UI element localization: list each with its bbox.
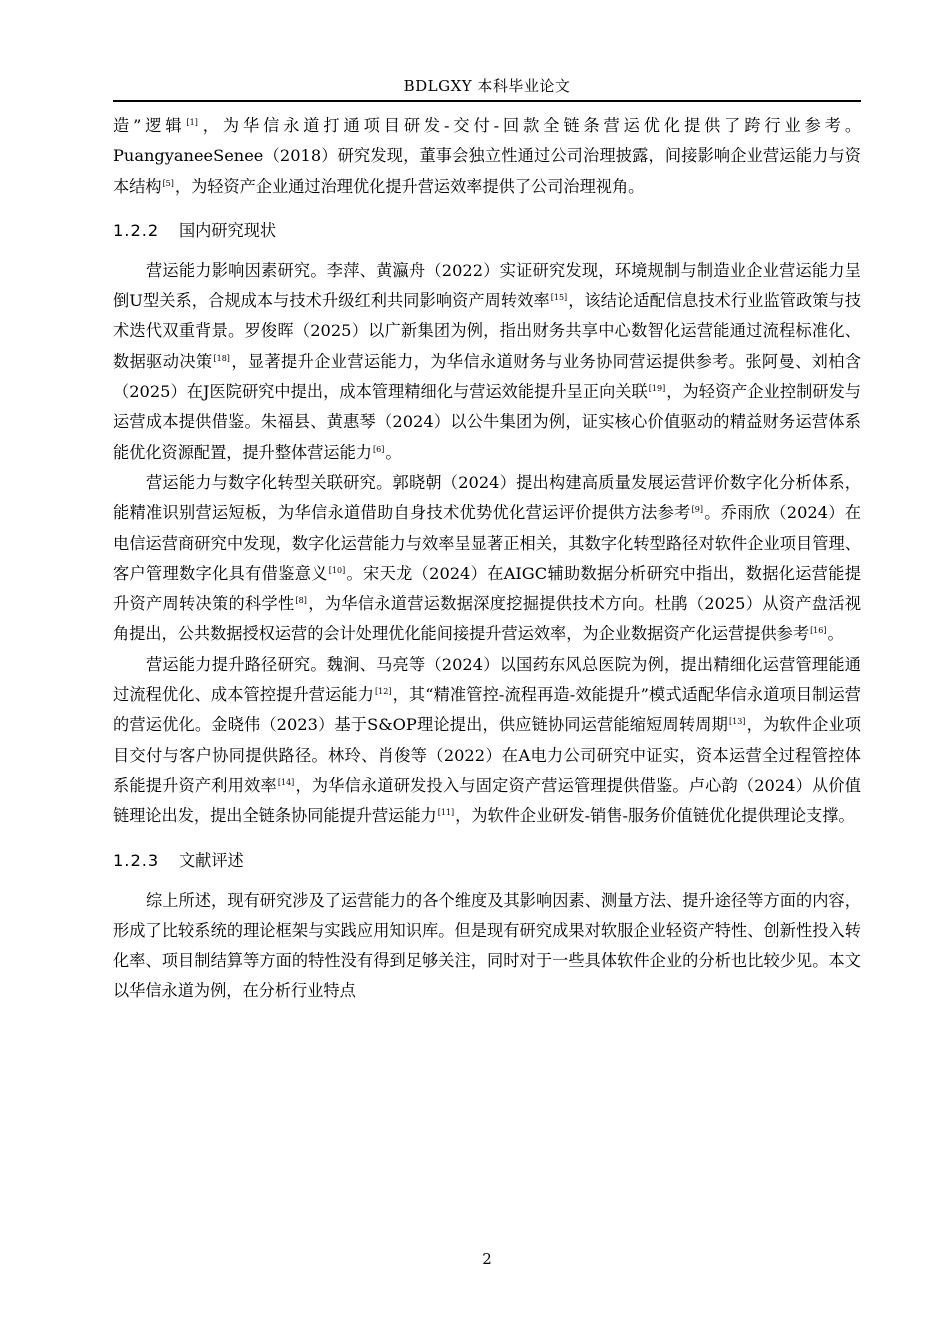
text-run: 综上所述，现有研究涉及了运营能力的各个维度及其影响因素、测量方法、提升途径等方面的内容，形成了比较系统的理论框架与实践应用知识库。但是现有研究成果对软服企业轻资产特性、创新性投入转化率、项目制结算等方面的特性没有得到足够关注，同时对于一些具体软件企业的分析也比较少见。本文以华信永道为例，在分析行业特点 <box>113 890 861 1001</box>
section-number: 1.2.3 <box>113 850 160 870</box>
citation: [1] <box>186 118 198 127</box>
text-run: ，为软件企业研发-销售-服务价值链优化提供理论支撑。 <box>455 806 855 826</box>
paragraph-digital-transformation <box>113 468 861 650</box>
text-run: ，为华信永道营运数据深度挖掘提供技术方向。杜鹃（2025）从资产盘活视角提出，公共数据授权运营的会计处理优化能间接提升营运效率，为企业数据资产化运营提供参考 <box>113 594 862 644</box>
citation: [13] <box>729 717 746 727</box>
text-run: 营运能力提升路径研究。魏涧、马亮等（2024）以国药东风总医院为例，提出精细化运营管理能通过流程优化、成本管控提升营运能力 <box>113 654 861 705</box>
text-run: 。 <box>827 624 844 644</box>
text-run: 。 <box>385 442 402 462</box>
citation: [10] <box>328 565 346 575</box>
citation: [14] <box>277 777 295 787</box>
text-run: ，为华信永道研发投入与固定资产营运管理提供借鉴。卢心韵（2024）从价值链理论出发，提出全链条协同能提升营运能力 <box>113 775 861 826</box>
citation: [12] <box>375 687 392 697</box>
text-run: ，为轻资产企业控制研发与运营成本提供借鉴。朱福县、黄惠琴（2024）以公牛集团为例，证实核心价值驱动的精益财务运营体系能优化资源配置，提升整体营运能力 <box>113 382 862 462</box>
paragraph-improvement-paths <box>113 650 861 832</box>
citation: [19] <box>648 384 666 394</box>
section-title: 国内研究现状 <box>179 220 277 240</box>
text-run: ，显著提升企业营运能力，为华信永道财务与业务协同营运提供参考。张阿曼、刘柏含（2025）在J医院研究中提出，成本管理精细化与营运效能提升呈正向关联 <box>113 351 862 402</box>
citation: [11] <box>437 808 455 818</box>
running-header: BDLGXY 本科毕业论文 <box>403 77 571 95</box>
citation: [9] <box>691 505 703 515</box>
paragraph-literature-review <box>113 886 861 1007</box>
citation: [8] <box>295 596 307 606</box>
paragraph-continuation <box>113 111 861 202</box>
text-run: 。宋天龙（2024）在AIGC辅助数据分析研究中指出，数据化运营能提升资产周转决策的科学性 <box>113 563 861 614</box>
text-run: 造”逻辑 <box>113 116 186 135</box>
section-number: 1.2.2 <box>113 220 160 240</box>
text-run: ，为软件企业项目交付与客户协同提供路径。林玲、肖俊等（2022）在A电力公司研究中证实，资本运营全过程管控体系能提升资产利用效率 <box>113 715 861 795</box>
citation: [18] <box>213 353 230 363</box>
citation: [15] <box>550 293 568 303</box>
section-heading-1-2-2 <box>113 216 861 246</box>
paragraph-influence-factors <box>113 256 861 468</box>
text-run: ，为轻资产企业通过治理优化提升营运效率提供了公司治理视角。 <box>174 176 645 196</box>
header-divider <box>113 100 861 102</box>
page-body <box>113 111 861 1007</box>
text-run: ，为华信永道打通项目研发-交付-回款全链条营运优化提供了跨行业参考。PuangyaneeSenee（2018）研究发现，董事会独立性通过公司治理披露，间接影响企业营运能力与资本结构 <box>113 116 862 196</box>
text-run: ，该结论适配信息技术行业监管政策与技术迭代双重背景。罗俊晖（2025）以广新集团为例，指出财务共享中心数智化运营能通过流程标准化、数据驱动决策 <box>113 291 862 371</box>
text-run: ，其“精准管控-流程再造-效能提升”模式适配华信永道项目制运营的营运优化。金晓伟（2023）基于S&OP理论提出，供应链协同运营能缩短周转周期 <box>113 685 861 735</box>
section-title: 文献评述 <box>179 850 244 870</box>
text-run: 营运能力影响因素研究。李萍、黄瀛舟（2022）实证研究发现，环境规制与制造业企业营运能力呈倒U型关系，合规成本与技术升级红利共同影响资产周转效率 <box>113 260 861 311</box>
citation: [16] <box>810 626 827 636</box>
text-run: 营运能力与数字化转型关联研究。郭晓朝（2024）提出构建高质量发展运营评价数字化分析体系，能精准识别营运短板，为华信永道借助自身技术优势优化营运评价提供方法参考 <box>113 472 861 523</box>
citation: [5] <box>162 178 174 188</box>
text-run: 。乔雨欣（2024）在电信运营商研究中发现，数字化运营能力与效率呈显著正相关，其数字化转型路径对软件企业项目管理、客户管理数字化具有借鉴意义 <box>113 503 862 583</box>
section-heading-1-2-3 <box>113 846 861 876</box>
citation: [6] <box>373 444 385 454</box>
page-number: 2 <box>482 1250 492 1268</box>
